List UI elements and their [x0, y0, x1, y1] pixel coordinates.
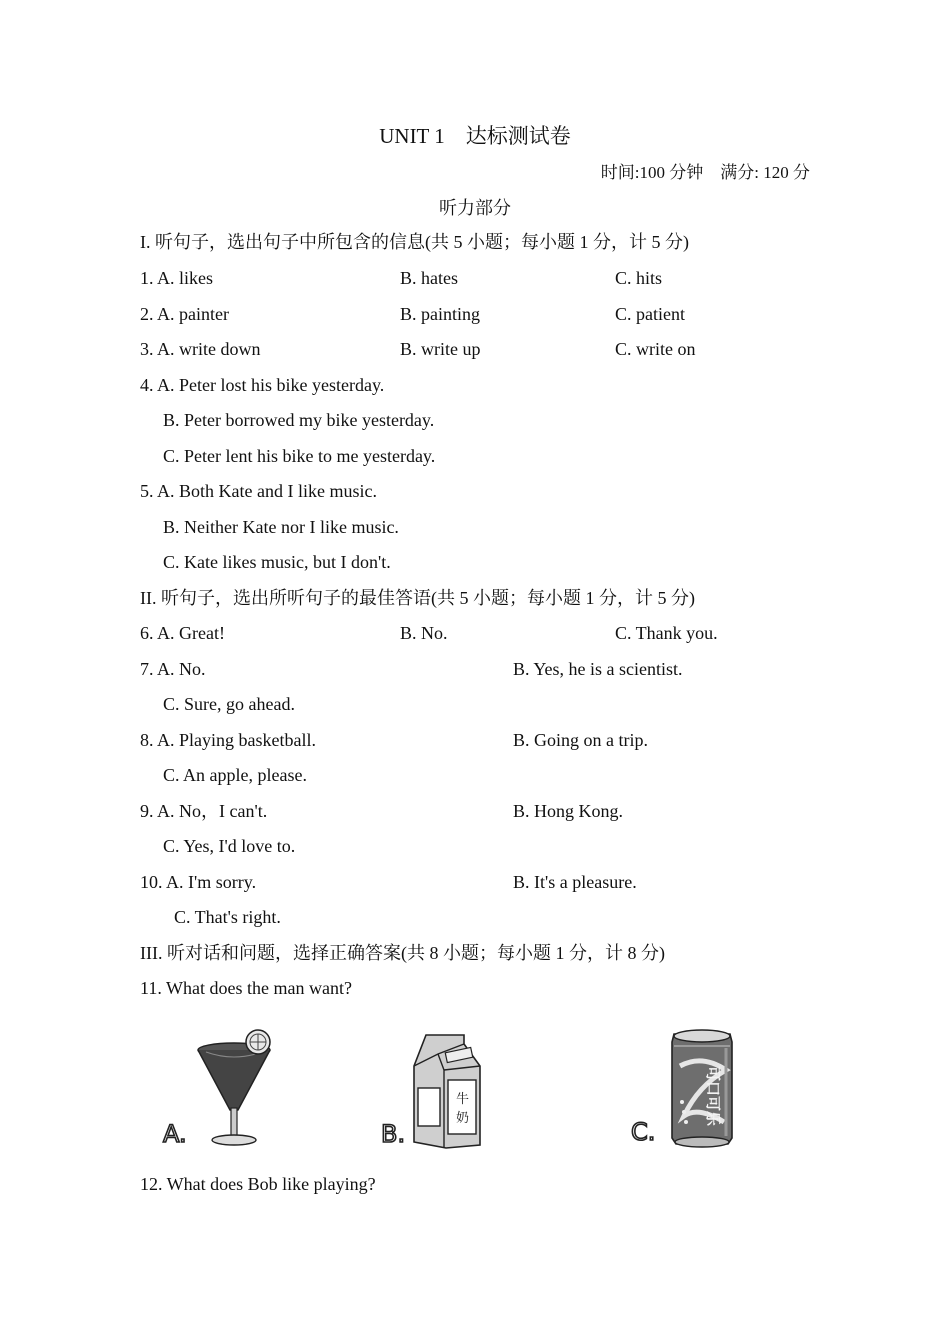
option-a-cocktail-image	[160, 1022, 290, 1152]
q10-option-b: B. It's a pleasure.	[513, 872, 637, 892]
cola-can-text: 可口可乐	[704, 1066, 722, 1127]
q5-option-c: C. Kate likes music, but I don't.	[163, 552, 391, 572]
cola-can-icon	[672, 1030, 732, 1147]
q6-option-c: C. Thank you.	[615, 623, 718, 643]
q3-option-c: C. write on	[615, 339, 696, 359]
q6-option-a: 6. A. Great!	[140, 623, 225, 643]
q8-option-b: B. Going on a trip.	[513, 730, 648, 750]
q10-option-c: C. That's right.	[174, 907, 281, 927]
q2-option-b: B. painting	[400, 304, 480, 324]
page-title: UNIT 1 达标测试卷	[379, 124, 571, 148]
time-score-info: 时间:100 分钟 满分: 120 分	[600, 163, 810, 182]
part3-heading: III. 听对话和问题，选择正确答案(共 8 小题；每小题 1 分，计 8 分)	[140, 943, 665, 963]
q8-option-a: 8. A. Playing basketball.	[140, 730, 316, 750]
q12-question: 12. What does Bob like playing?	[140, 1174, 376, 1194]
q2-option-a: 2. A. painter	[140, 304, 229, 324]
q4-option-c: C. Peter lent his bike to me yesterday.	[163, 446, 436, 466]
q5-option-b: B. Neither Kate nor I like music.	[163, 517, 399, 537]
option-b-milk-image	[378, 1030, 498, 1155]
q1-option-b: B. hates	[400, 268, 458, 288]
q9-option-a: 9. A. No，I can't.	[140, 801, 268, 821]
q5-option-a: 5. A. Both Kate and I like music.	[140, 481, 377, 501]
cocktail-glass-icon	[198, 1030, 270, 1145]
part1-heading: I. 听句子，选出句子中所包含的信息(共 5 小题；每小题 1 分，计 5 分)	[140, 232, 689, 252]
q1-option-c: C. hits	[615, 268, 663, 288]
option-b-label: B.	[381, 1120, 406, 1148]
q7-option-b: B. Yes, he is a scientist.	[513, 659, 683, 679]
q10-option-a: 10. A. I'm sorry.	[140, 872, 257, 892]
q7-option-c: C. Sure, go ahead.	[163, 694, 295, 714]
q1-option-a: 1. A. likes	[140, 268, 214, 288]
option-c-label: C.	[631, 1118, 656, 1146]
q4-option-b: B. Peter borrowed my bike yesterday.	[163, 410, 435, 430]
q7-option-a: 7. A. No.	[140, 659, 206, 679]
section-title: 听力部分	[439, 198, 511, 218]
milk-text-2: 奶	[456, 1111, 470, 1126]
q11-question: 11. What does the man want?	[140, 978, 352, 998]
q3-option-b: B. write up	[400, 339, 481, 359]
q4-option-a: 4. A. Peter lost his bike yesterday.	[140, 375, 385, 395]
q2-option-c: C. patient	[615, 304, 685, 324]
q3-option-a: 3. A. write down	[140, 339, 261, 359]
option-c-cola-image	[628, 1026, 748, 1154]
part2-heading: II. 听句子，选出所听句子的最佳答语(共 5 小题；每小题 1 分，计 5 分)	[140, 588, 695, 608]
milk-text-1: 牛	[456, 1092, 470, 1107]
q8-option-c: C. An apple, please.	[163, 765, 307, 785]
milk-carton-icon	[414, 1035, 480, 1148]
q6-option-b: B. No.	[400, 623, 448, 643]
q9-option-c: C. Yes, I'd love to.	[163, 836, 296, 856]
q9-option-b: B. Hong Kong.	[513, 801, 624, 821]
option-a-label: A.	[163, 1120, 187, 1148]
